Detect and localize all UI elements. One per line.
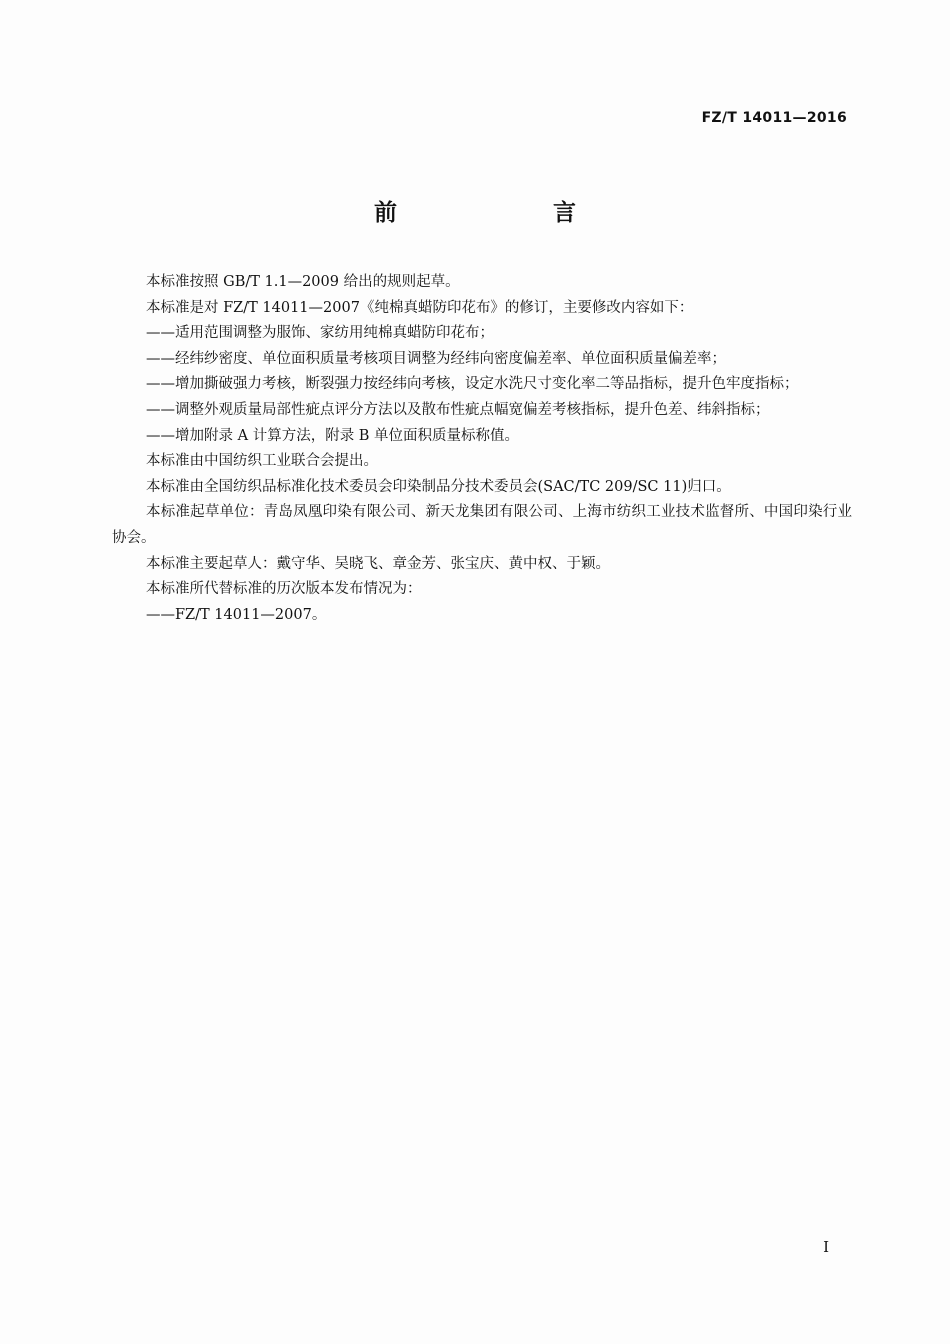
- list-item: ——调整外观质量局部性疵点评分方法以及散布性疵点幅宽偏差考核指标，提升色差、纬斜指标；: [146, 401, 770, 418]
- list-item: ——FZ/T 14011—2007。: [146, 606, 327, 623]
- paragraph: 本标准由中国纺织工业联合会提出。: [146, 453, 378, 470]
- foreword-body: [112, 270, 852, 628]
- paragraph: 本标准由全国纺织品标准化技术委员会印染制品分技术委员会(SAC/TC 209/SC 11)归口。: [146, 478, 731, 495]
- paragraph: 本标准按照 GB/T 1.1—2009 给出的规则起草。: [146, 274, 460, 290]
- page-title: 前 言: [373, 200, 626, 226]
- list-item: ——增加撕破强力考核，断裂强力按经纬向考核，设定水洗尺寸变化率二等品指标，提升色牢度指标；: [146, 376, 799, 393]
- list-item: ——适用范围调整为服饰、家纺用纯棉真蜡防印花布；: [146, 325, 494, 342]
- paragraph: 本标准起草单位：青岛凤凰印染有限公司、新天龙集团有限公司、上海市纺织工业技术监督所、中国印染行业协会。: [112, 504, 852, 546]
- page-number: I: [823, 1238, 829, 1256]
- standard-code: FZ/T 14011—2016: [701, 110, 847, 126]
- list-item: ——经纬纱密度、单位面积质量考核项目调整为经纬向密度偏差率、单位面积质量偏差率；: [146, 350, 726, 367]
- list-item: ——增加附录 A 计算方法，附录 B 单位面积质量标称值。: [146, 427, 520, 444]
- paragraph: 本标准主要起草人：戴守华、吴晓飞、章金芳、张宝庆、黄中权、于颖。: [146, 555, 610, 572]
- paragraph: 本标准所代替标准的历次版本发布情况为：: [146, 581, 422, 598]
- paragraph: 本标准是对 FZ/T 14011—2007《纯棉真蜡防印花布》的修订，主要修改内容如下：: [146, 299, 694, 316]
